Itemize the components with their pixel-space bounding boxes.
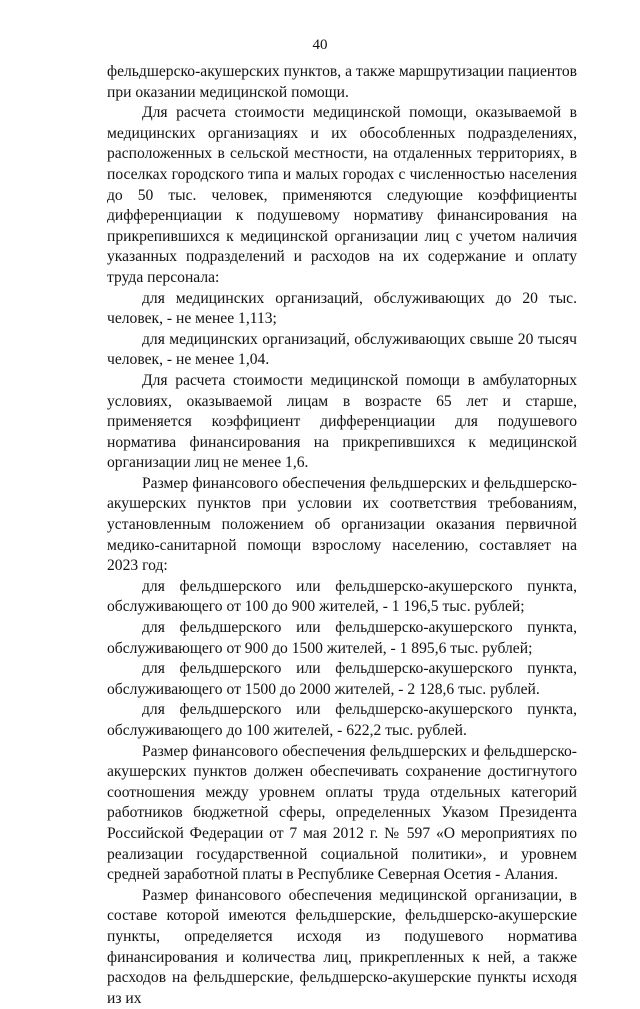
list-item-up-to-20k: для медицинских организаций, обслуживающих до 20 тыс. человек, - не менее 1,113; — [107, 289, 577, 328]
paragraph-organization-funding: Размер финансового обеспечения медицинской организации, в составе которой имеются фельдшерские, фельдшерско-акушерские пункты, определяется исходя из подушевого норматива финансирования и количества лиц, прикрепленных к ней, а также расходов на фельдшерские, фельдшерско-акушерские пункты исходя из их — [107, 886, 577, 1007]
list-item-fap-under-100: для фельдшерского или фельдшерско-акушерского пункта, обслуживающего до 100 жителей, - 622,2 тыс. рублей. — [107, 701, 577, 739]
paragraph-rural-coefficients: Для расчета стоимости медицинской помощи, оказываемой в медицинских организациях и их обособленных подразделениях, расположенных в сельской местности, на отдаленных территориях, в поселках городского типа и малых городах с численностью населения до 50 тыс. человек, применяются следующие коэффициенты дифференциации к подушевому нормативу финансирования на прикрепившихся к медицинской организации лиц с учетом наличия указанных подразделений и расходов на их содержание и оплату труда персонала: — [107, 104, 577, 286]
paragraph-fap-funding-2023: Размер финансового обеспечения фельдшерских и фельдшерско-акушерских пунктов при условии их соответствия требованиям, установленным положением об организации оказания первичной медико-санитарной помощи взрослому населению, составляет на 2023 год: — [107, 474, 577, 575]
document-body — [107, 62, 577, 1009]
paragraph-continuation: фельдшерско-акушерских пунктов, а также маршрутизации пациентов при оказании медицинской помощи. — [107, 63, 577, 101]
page-number: 40 — [312, 37, 328, 53]
paragraph-salary-ratio: Размер финансового обеспечения фельдшерских и фельдшерско-акушерских пунктов должен обеспечивать сохранение достигнутого соотношения между уровнем оплаты труда отдельных категорий работников бюджетной сферы, определенных Указом Президента Российской Федерации от 7 мая 2012 г. № 597 «О мероприятиях по реализации государственной социальной политики», и уровнем средней заработной платы в Республике Северная Осетия - Алания. — [107, 742, 577, 884]
list-item-over-20k: для медицинских организаций, обслуживающих свыше 20 тысяч человек, - не менее 1,04. — [107, 330, 577, 369]
list-item-fap-100-900: для фельдшерского или фельдшерско-акушерского пункта, обслуживающего от 100 до 900 жителей, - 1 196,5 тыс. рублей; — [107, 577, 577, 616]
list-item-fap-900-1500: для фельдшерского или фельдшерско-акушерского пункта, обслуживающего от 900 до 1500 жителей, - 1 895,6 тыс. рублей; — [107, 619, 577, 657]
list-item-fap-1500-2000: для фельдшерского или фельдшерско-акушерского пункта, обслуживающего от 1500 до 2000 жителей, - 2 128,6 тыс. рублей. — [107, 660, 577, 698]
paragraph-65-plus-coefficient: Для расчета стоимости медицинской помощи в амбулаторных условиях, оказываемой лицам в возрасте 65 лет и старше, применяется коэффициент дифференциации для подушевого норматива финансирования на прикрепившихся к медицинской организации лиц не менее 1,6. — [107, 371, 577, 472]
